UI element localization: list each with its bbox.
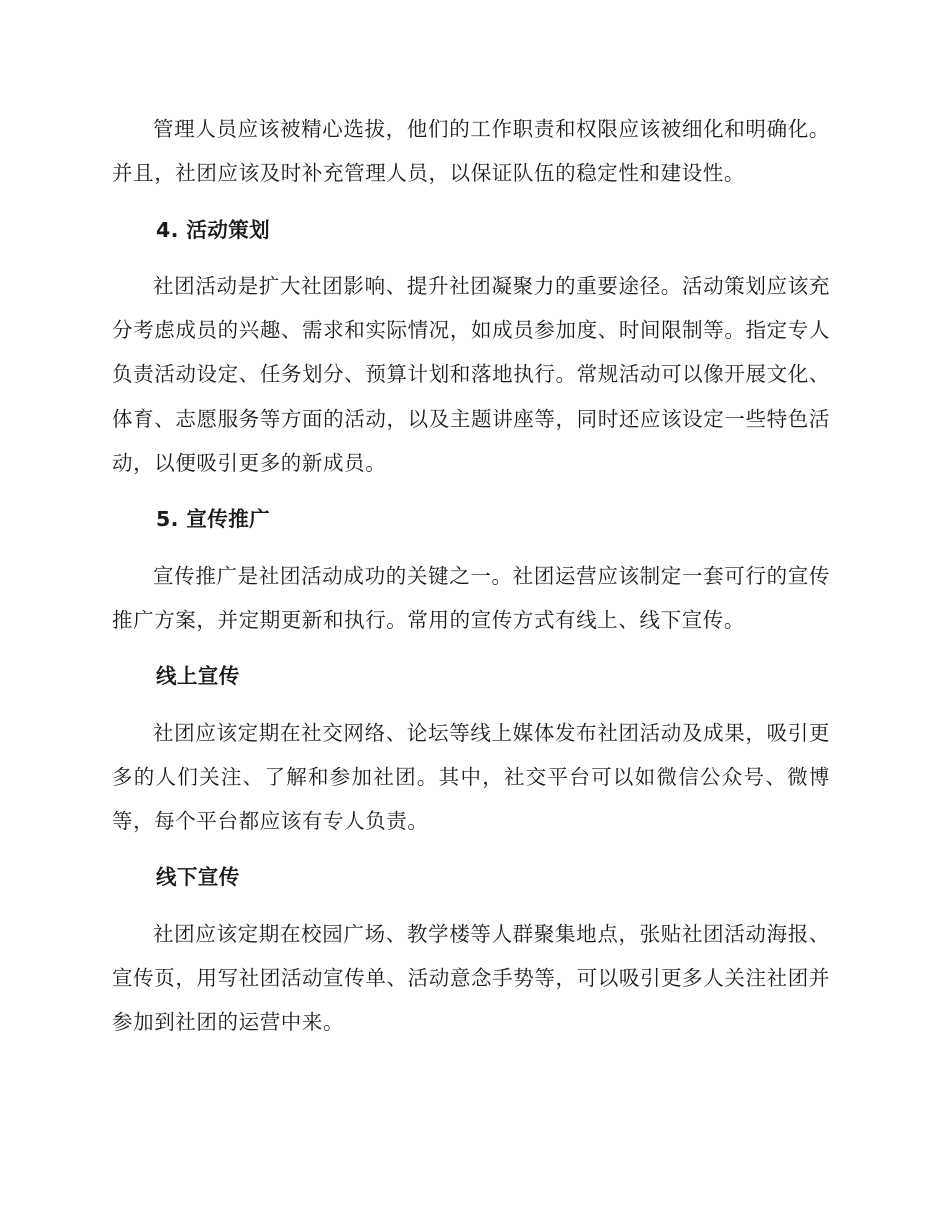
paragraph-activity-planning: 社团活动是扩大社团影响、提升社团凝聚力的重要途径。活动策划应该充分考虑成员的兴趣、需求和实际情况，如成员参加度、时间限制等。指定专人负责活动设定、任务划分、预算计划和落地执行。常规活动可以像开展文化、体育、志愿服务等方面的活动，以及主题讲座等，同时还应该设定一些特色活动，以便吸引更多的新成员。	[112, 273, 830, 476]
paragraph-management-staff: 管理人员应该被精心选拔，他们的工作职责和权限应该被细化和明确化。并且，社团应该及时补充管理人员，以保证队伍的稳定性和建设性。	[112, 117, 830, 186]
heading-promotion: 5. 宣传推广	[156, 507, 270, 532]
heading-online-promotion: 线上宣传	[156, 664, 240, 689]
heading-offline-promotion: 线下宣传	[156, 865, 240, 890]
paragraph-promotion: 宣传推广是社团活动成功的关键之一。社团运营应该制定一套可行的宣传推广方案，并定期更新和执行。常用的宣传方式有线上、线下宣传。	[112, 563, 830, 632]
paragraph-online-promotion: 社团应该定期在社交网络、论坛等线上媒体发布社团活动及成果，吸引更多的人们关注、了解和参加社团。其中，社交平台可以如微信公众号、微博等，每个平台都应该有专人负责。	[112, 720, 830, 834]
paragraph-offline-promotion: 社团应该定期在校园广场、教学楼等人群聚集地点，张贴社团活动海报、宣传页，用写社团活动宣传单、活动意念手势等，可以吸引更多人关注社团并参加到社团的运营中来。	[112, 921, 830, 1035]
document-page	[112, 107, 830, 1045]
heading-activity-planning: 4. 活动策划	[156, 217, 270, 242]
